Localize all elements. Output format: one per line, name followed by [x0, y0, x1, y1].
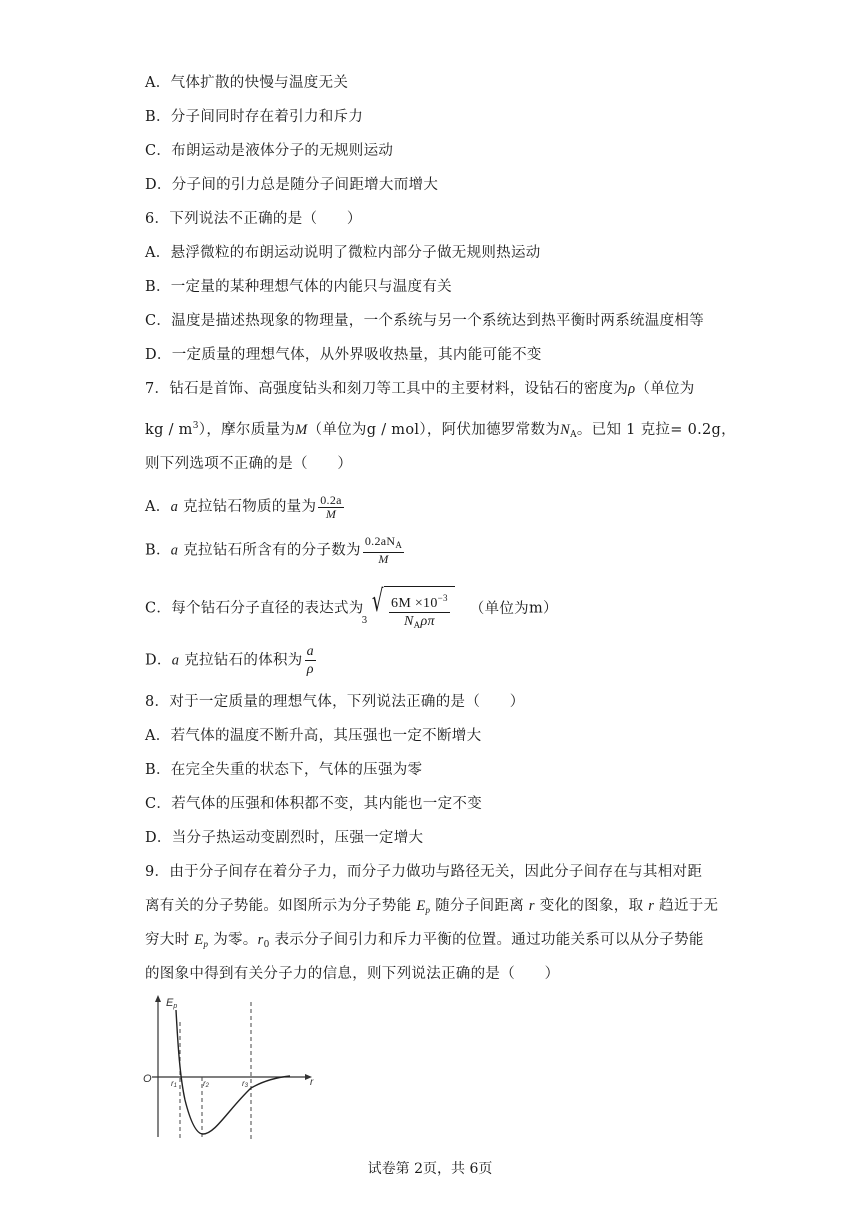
- r2-label: r2: [203, 1079, 210, 1089]
- x-axis-label: r: [310, 1077, 314, 1088]
- q6-option-d: D．一定质量的理想气体，从外界吸收热量，其内能可能不变: [145, 347, 542, 363]
- q9-stem-line1: 9．由于分子间存在着分子力，而分子力做功与路径无关，因此分子间存在与其相对距: [145, 864, 703, 880]
- q8-option-c: C．若气体的压强和体积都不变，其内能也一定不变: [145, 796, 482, 812]
- fraction: $\frac{0.2aN_A}{M}$: [364, 534, 403, 566]
- q5-option-b: B．分子间同时存在着引力和斥力: [145, 109, 364, 125]
- q8-stem: 8．对于一定质量的理想气体，下列说法正确的是（ ）: [145, 694, 525, 710]
- r3-label: r3: [242, 1079, 249, 1089]
- q8-option-b: B．在完全失重的状态下，气体的压强为零: [145, 762, 423, 778]
- q7-stem-line1: 7．钻石是首饰、高强度钻头和刻刀等工具中的主要材料，设钻石的密度为ρ（单位为: [145, 381, 695, 397]
- q9-stem-line4: 的图象中得到有关分子力的信息，则下列说法正确的是（ ）: [145, 966, 560, 982]
- fraction: $\frac{0.2a}{M}$: [320, 492, 342, 521]
- q5-option-c: C．布朗运动是液体分子的无规则运动: [145, 143, 394, 159]
- potential-energy-graph: [140, 992, 320, 1142]
- q5-option-a: A．气体扩散的快慢与温度无关: [145, 75, 349, 91]
- origin-label: O: [143, 1073, 152, 1085]
- cube-root: 3 √ $\frac{6M \times 10^{-3}}{N_A\rho\pi}$: [368, 582, 455, 635]
- q6-stem: 6．下列说法不正确的是（ ）: [145, 211, 362, 227]
- fraction: $\frac{a}{\rho}$: [306, 644, 314, 677]
- q7-stem-line3: 则下列选项不正确的是（ ）: [145, 456, 353, 472]
- q6-option-c: C．温度是描述热现象的物理量，一个系统与另一个系统达到热平衡时两系统温度相等: [145, 313, 704, 329]
- radical-sign: √: [371, 584, 384, 619]
- q9-stem-line2: 离有关的分子势能。如图所示为分子势能 $E_p$ 随分子间距离 r 变化的图象，取 r 趋近于无: [145, 898, 719, 915]
- q8-option-d: D．当分子热运动变剧烈时，压强一定增大: [145, 830, 424, 846]
- q7-option-a: A．a 克拉钻石物质的量为 $\frac{0.2a}{M}$: [145, 492, 342, 521]
- q7-stem-line2: kg / $m^3$），摩尔质量为M（单位为g / mol），阿伏加德罗常数为$N_A$。已知 1 克拉= 0.2g，: [145, 421, 736, 440]
- q9-stem-line3: 穷大时 $E_p$ 为零。$r_0$ 表示分子间引力和斥力平衡的位置。通过功能关系可以从分子势能: [145, 932, 704, 950]
- q6-option-b: B．一定量的某种理想气体的内能只与温度有关: [145, 279, 452, 295]
- q5-option-d: D．分子间的引力总是随分子间距增大而增大: [145, 177, 439, 193]
- rho-symbol: ρ: [628, 381, 636, 397]
- q7-option-d: D．a 克拉钻石的体积为 $\frac{a}{\rho}$: [145, 644, 314, 677]
- q6-option-a: A．悬浮微粒的布朗运动说明了微粒内部分子做无规则热运动: [145, 245, 541, 261]
- y-axis-arrow: [155, 995, 161, 1002]
- q7-option-c: C．每个钻石分子直径的表达式为 3 √ $\frac{6M \times 10^{-3}}{N_A\rho\pi}$ （单位为m）: [145, 582, 558, 635]
- r1-label: r1: [171, 1079, 178, 1089]
- q8-option-a: A．若气体的温度不断升高，其压强也一定不断增大: [145, 728, 482, 744]
- page-footer: 试卷第 2页，共 6页: [367, 1161, 493, 1177]
- y-axis-label: Ep: [166, 997, 178, 1010]
- fraction: $\frac{6M \times 10^{-3}}{N_A\rho\pi}$: [389, 590, 450, 634]
- ep-curve: [176, 1010, 290, 1134]
- q7-option-b: B．a 克拉钻石所含有的分子数为 $\frac{0.2aN_A}{M}$: [145, 534, 403, 566]
